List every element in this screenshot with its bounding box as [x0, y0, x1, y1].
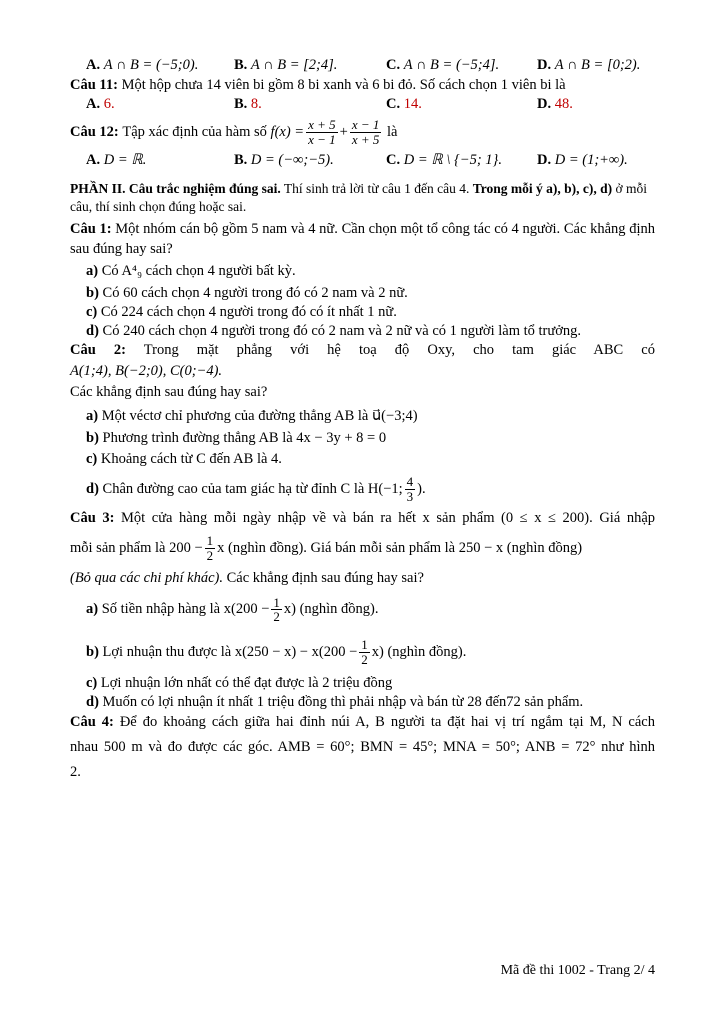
fraction-denominator: x + 5 [351, 132, 380, 148]
item-text: Khoảng cách từ C đến AB là 4. [100, 450, 282, 467]
p2-q3-line-3 [70, 569, 655, 588]
fraction-denominator: x − 1 [308, 132, 336, 148]
item-key: c) [86, 450, 98, 467]
fraction-numerator: 1 [206, 533, 214, 549]
item-key: c) [86, 675, 98, 692]
p2-question-3 [70, 509, 655, 528]
option-letter: B. [234, 151, 248, 168]
question-text: Tập xác định của hàm số [122, 124, 267, 141]
item-text: Số tiền nhập hàng là x(200 − [101, 601, 270, 618]
question-12: Câu 12: Tập xác định của hàm số f(x) = $\frac{x + 5}{x - 1}$ + $\frac{x - 1}{x + 5}$ là [70, 117, 398, 148]
question-text: Một hộp chưa 14 viên bi gồm 8 bi xanh và 6 bi đỏ. Số cách chọn 1 viên bi là [121, 77, 566, 94]
p2-q3-line-2 [70, 534, 655, 562]
item-text: Một véctơ chỉ phương của đường thẳng AB là u⃗(−3;4) [101, 407, 418, 424]
q12-option-a [86, 151, 234, 170]
fraction-numerator: 1 [361, 637, 368, 652]
item-key: d) [86, 323, 99, 340]
q12-option-d [537, 151, 628, 170]
option-text: D = ℝ. [103, 151, 147, 168]
item-text: Lợi nhuận thu được là x(250 − x) − x(200 − [102, 643, 358, 660]
fraction-numerator: x + 5 [308, 117, 336, 133]
fraction-denominator: 2 [361, 651, 368, 667]
question-label: Câu 3: [70, 510, 115, 527]
q12-option-c [386, 151, 537, 170]
option-text: A ∩ B = [2;4]. [250, 57, 338, 73]
question-label: Câu 12: [70, 124, 119, 141]
question-note: (Bỏ qua các chi phí khác). [70, 569, 224, 586]
option-text: D = ℝ \ {−5; 1}. [403, 151, 502, 168]
p2-q2-item-b [70, 429, 655, 448]
item-key: b) [86, 429, 99, 446]
option-text: A ∩ B = (−5;0). [103, 57, 199, 73]
question-suffix: là [386, 124, 398, 141]
p2-q2-points: A(1;4), B(−2;0), C(0;−4). [70, 363, 223, 380]
fraction-denominator: 3 [406, 488, 414, 504]
page-footer: Mã đề thi 1002 - Trang 2/ 4 [500, 963, 655, 978]
p2-q1-item-b [70, 284, 655, 303]
part-2-header [70, 180, 655, 216]
item-text: Muốn có lợi nhuận ít nhất 1 triệu đồng thì phải nhập và bán từ 28 đến72 sản phẩm. [102, 694, 584, 711]
q11-option-c [386, 95, 537, 114]
function-name: f(x) = [270, 124, 305, 141]
p2-q1-item-c [70, 303, 655, 322]
p2-q4-line-3: 2. [70, 763, 81, 780]
item-key: d) [86, 694, 99, 711]
option-text: A ∩ B = (−5;4]. [403, 57, 500, 73]
p2-q3-item-d [70, 693, 655, 712]
item-key: d) [86, 480, 99, 497]
p2-question-2 [70, 341, 655, 360]
item-text: Chân đường cao của tam giác hạ từ đỉnh C là H(−1; [102, 480, 403, 497]
q12-options [86, 151, 655, 170]
item-text: Lợi nhuận lớn nhất có thể đạt được là 2 triệu đồng [100, 675, 393, 692]
option-letter: A. [86, 96, 101, 113]
option-letter: A. [86, 57, 101, 73]
p2-q2-item-d [70, 475, 655, 503]
question-11 [70, 76, 655, 95]
option-letter: C. [386, 57, 401, 73]
fraction-numerator: 4 [406, 473, 414, 489]
fraction [271, 596, 282, 624]
item-key: a) [86, 407, 99, 424]
fraction-numerator: 1 [273, 594, 280, 610]
question-label: Câu 11: [70, 77, 118, 94]
item-key: b) [86, 284, 99, 301]
option-letter: B. [234, 96, 248, 113]
question-text: Để đo khoảng cách giữa hai đỉnh núi A, B người ta đặt hai vị trí ngắm tại M, N cách [119, 713, 655, 730]
p2-q1-item-d [70, 322, 655, 341]
question-text: Các khẳng định sau đúng hay sai? [223, 569, 424, 586]
item-text: Có 224 cách chọn 4 người trong đó có ít nhất 1 nữ. [100, 303, 397, 320]
option-letter: D. [537, 96, 552, 113]
option-letter: D. [537, 151, 552, 168]
q11-option-b [234, 95, 386, 114]
question-label: Câu 2: [70, 342, 126, 359]
item-key: a) [86, 601, 99, 618]
p2-q4-line-2: nhau 500 m và đo được các góc. AMB = 60°; BMN = 45°; MNA = 50°; ANB = 72° như hình [70, 738, 655, 755]
option-letter: A. [86, 151, 101, 168]
option-text: 14. [403, 96, 422, 113]
option-text: 6. [103, 96, 115, 113]
p2-q3-item-a [70, 596, 655, 624]
q12-option-b [234, 151, 386, 170]
p2-q1-item-a [70, 262, 655, 281]
item-key: a) [86, 262, 99, 279]
question-text: Một nhóm cán bộ gồm 5 nam và 4 nữ. Cần chọn một tổ công tác có 4 người. Các khẳng định sau đúng hay sai? [70, 221, 655, 257]
p2-q3-item-b [70, 638, 655, 666]
exam-page [70, 56, 655, 782]
question-text: mỗi sản phẩm là 200 − [70, 539, 203, 556]
option-letter: D. [537, 57, 552, 73]
part-desc-2: ở mỗi câu, thí sinh chọn đúng hoặc sai. [70, 180, 647, 214]
option-letter: C. [386, 96, 401, 113]
fraction-numerator: x − 1 [351, 117, 380, 133]
item-text-end: x) (nghìn đồng). [283, 601, 379, 618]
q10-option-c [386, 56, 537, 75]
fraction [359, 638, 370, 666]
item-key: c) [86, 303, 98, 320]
option-letter: B. [234, 57, 248, 73]
fraction [405, 475, 416, 503]
p2-q3-item-c [70, 674, 655, 693]
item-text: Có 60 cách chọn 4 người trong đó có 2 nam và 2 nữ. [102, 284, 408, 301]
item-text-end: ). [417, 480, 426, 497]
q11-options [86, 95, 655, 114]
item-text: Phương trình đường thẳng AB là 4x − 3y + 8 = 0 [102, 429, 387, 446]
p2-question-4 [70, 713, 655, 732]
fraction-denominator: 2 [273, 609, 280, 625]
question-label: Câu 1: [70, 221, 112, 238]
part-desc-bold: Trong mỗi ý a), b), c), d) [472, 180, 613, 196]
option-text: A ∩ B = [0;2). [554, 57, 641, 73]
item-text: Có 240 cách chọn 4 người trong đó có 2 nam và 2 nữ và có 1 người làm tổ trưởng. [102, 323, 582, 340]
question-text: Một cửa hàng mỗi ngày nhập về và bán ra hết x sản phẩm (0 ≤ x ≤ 200). Giá nhập [121, 510, 656, 527]
q10-option-b [234, 56, 386, 75]
q11-option-a [86, 95, 234, 114]
option-text: D = (−∞;−5). [250, 151, 334, 168]
option-letter: C. [386, 151, 401, 168]
fraction [205, 534, 216, 562]
p2-question-1 [70, 220, 655, 258]
question-label: Câu 4: [70, 713, 114, 730]
option-text: D = (1;+∞). [554, 151, 628, 168]
item-text-end: x) (nghìn đồng). [371, 643, 467, 660]
part-title: PHẦN II. Câu trắc nghiệm đúng sai. [70, 180, 281, 196]
option-text: 48. [554, 96, 573, 113]
item-key: b) [86, 643, 99, 660]
question-text: x (nghìn đồng). Giá bán mỗi sản phẩm là 250 − x (nghìn đồng) [217, 539, 583, 556]
q11-option-d [537, 95, 573, 114]
q10-option-d [537, 56, 640, 75]
fraction-denominator: 2 [206, 547, 214, 563]
part-desc: Thí sinh trả lời từ câu 1 đến câu 4. [280, 180, 473, 196]
p2-q2-item-c [70, 450, 655, 469]
q10-option-a [86, 56, 234, 75]
p2-q2-ask: Các khẳng định sau đúng hay sai? [70, 384, 268, 401]
q10-options [86, 56, 655, 75]
item-text: Có A⁴₉ cách chọn 4 người bất kỳ. [101, 262, 296, 279]
question-text: Trong mặt phẳng với hệ toạ độ Oxy, cho tam giác ABC có [143, 342, 655, 359]
fraction-2 [350, 118, 382, 146]
fraction-1 [306, 118, 338, 146]
option-text: 8. [250, 96, 262, 113]
p2-q2-item-a [70, 407, 655, 426]
